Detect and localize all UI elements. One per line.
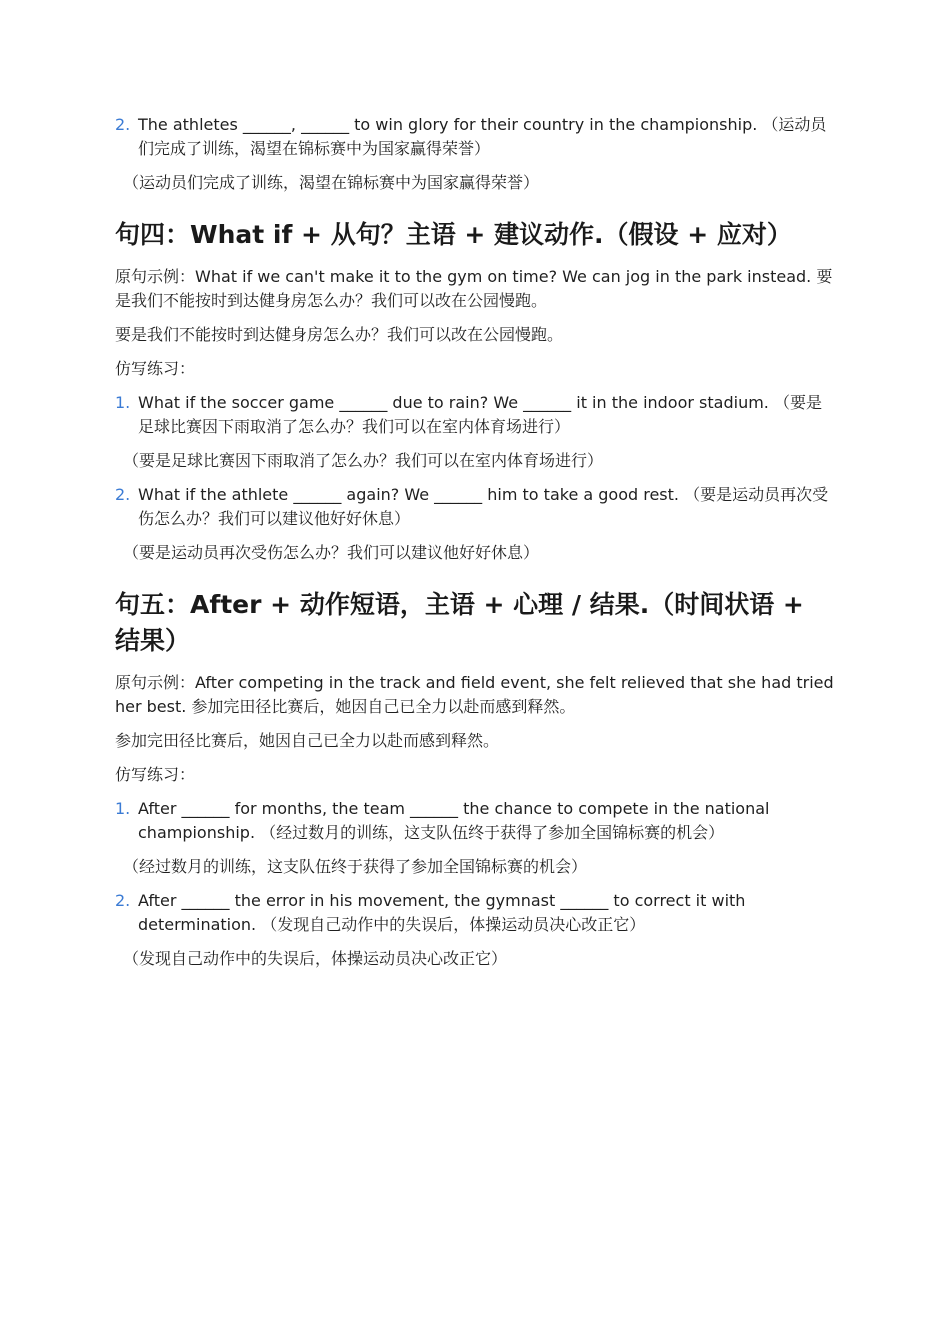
example-sentence: 原句示例：What if we can't make it to the gym on time? We can jog in the park instead. 要是我们不能按时到达健身房怎么办？我们可以改在公园慢跑。 (115, 267, 833, 310)
translation-line: （要是足球比赛因下雨取消了怎么办？我们可以在室内体育场进行） (123, 451, 604, 470)
document-content (115, 113, 837, 981)
section-heading: 句五：After + 动作短语，主语 + 心理 / 结果.（时间状语 + 结果） (115, 590, 804, 655)
exercise-item (115, 391, 837, 439)
list-number: 2. (115, 485, 131, 504)
practice-label: 仿写练习： (115, 359, 196, 378)
list-number: 1. (115, 799, 131, 818)
translation-line: （要是运动员再次受伤怎么办？我们可以建议他好好休息） (123, 543, 540, 562)
list-number: 2. (115, 891, 131, 910)
list-number: 2. (115, 115, 131, 134)
translation-line: （经过数月的训练，这支队伍终于获得了参加全国锦标赛的机会） (123, 857, 588, 876)
exercise-item (115, 113, 837, 161)
exercise-text: What if the athlete ______ again? We ______ him to take a good rest. （要是运动员再次受伤怎么办？我们可以建议他好好休息） (138, 485, 829, 528)
list-number: 1. (115, 393, 131, 412)
example-translation: 参加完田径比赛后，她因自己已全力以赴而感到释然。 (115, 731, 500, 750)
exercise-text: What if the soccer game ______ due to rain? We ______ it in the indoor stadium. （要是足球比赛因下雨取消了怎么办？我们可以在室内体育场进行） (138, 393, 822, 436)
example-sentence: 原句示例：After competing in the track and field event, she felt relieved that she had tried her best. 参加完田径比赛后，她因自己已全力以赴而感到释然。 (115, 673, 834, 716)
example-translation: 要是我们不能按时到达健身房怎么办？我们可以改在公园慢跑。 (115, 325, 564, 344)
exercise-text: The athletes ______, ______ to win glory for their country in the championship. （运动员们完成了训练，渴望在锦标赛中为国家赢得荣誉） (138, 115, 827, 158)
exercise-item (115, 889, 837, 937)
exercise-item (115, 797, 837, 845)
translation-line: （发现自己动作中的失误后，体操运动员决心改正它） (123, 949, 508, 968)
translation-line: （运动员们完成了训练，渴望在锦标赛中为国家赢得荣誉） (123, 173, 540, 192)
practice-label: 仿写练习： (115, 765, 196, 784)
exercise-text: After ______ the error in his movement, the gymnast ______ to correct it with determination. （发现自己动作中的失误后，体操运动员决心改正它） (138, 891, 746, 934)
exercise-item (115, 483, 837, 531)
section-heading: 句四：What if + 从句？主语 + 建议动作.（假设 + 应对） (115, 220, 792, 249)
exercise-text: After ______ for months, the team ______ the chance to compete in the national championship. （经过数月的训练，这支队伍终于获得了参加全国锦标赛的机会） (138, 799, 770, 842)
